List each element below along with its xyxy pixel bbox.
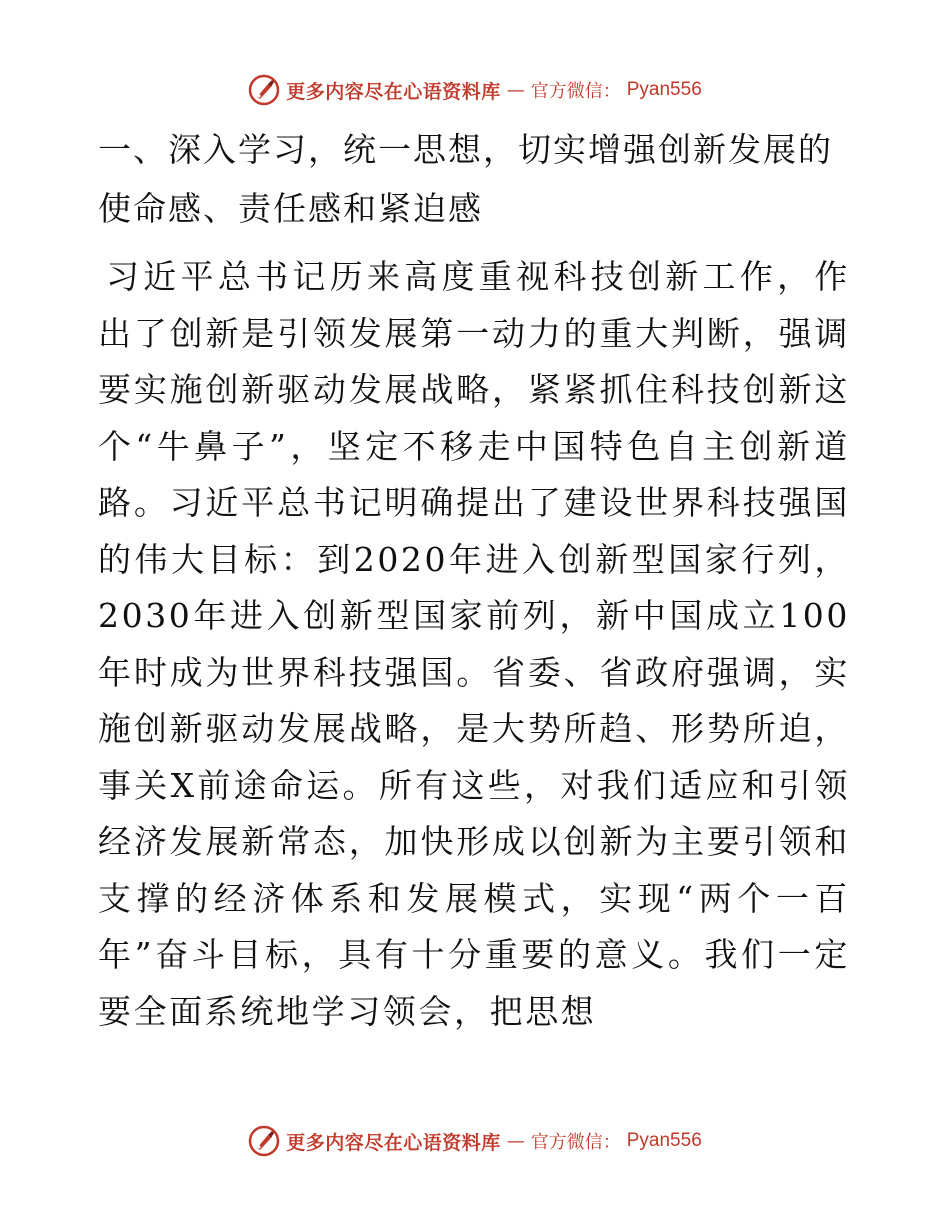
watermark-separator: — <box>506 1130 525 1152</box>
watermark-wechat-id: Pyan556 <box>626 79 702 100</box>
watermark-wechat-id: Pyan556 <box>626 1130 702 1151</box>
header-watermark <box>0 70 950 110</box>
body-paragraph: 习近平总书记历来高度重视科技创新工作，作出了创新是引领发展第一动力的重大判断，强调要实施创新驱动发展战略，紧紧抓住科技创新这个“牛鼻子”，坚定不移走中国特色自主创新道路。习近平总书记明确提出了建设世界科技强国的伟大目标：到2020年进入创新型国家行列，2030年进入创新型国家前列，新中国成立100年时成为世界科技强国。省委、省政府强调，实施创新驱动发展战略，是大势所趋、形势所迫，事关X前途命运。所有这些，对我们适应和引领经济发展新常态，加快形成以创新为主要引领和支撑的经济体系和发展模式，实现“两个一百年”奋斗目标，具有十分重要的意义。我们一定要全面系统地学习领会，把思想 <box>98 257 850 1031</box>
watermark-site-name: 更多内容尽在心语资料库 <box>286 80 501 103</box>
section-heading: 一、深入学习，统一思想，切实增强创新发展的使命感、责任感和紧迫感 <box>98 130 833 228</box>
watermark-wechat-label: 官方微信： <box>530 1132 621 1153</box>
watermark-site-name: 更多内容尽在心语资料库 <box>286 1131 501 1154</box>
footer-watermark <box>0 1121 950 1161</box>
pen-nib-logo-icon <box>248 74 280 106</box>
pen-nib-logo-icon <box>248 1125 280 1157</box>
watermark-separator: — <box>506 79 525 101</box>
watermark-wechat-label: 官方微信： <box>530 81 621 102</box>
